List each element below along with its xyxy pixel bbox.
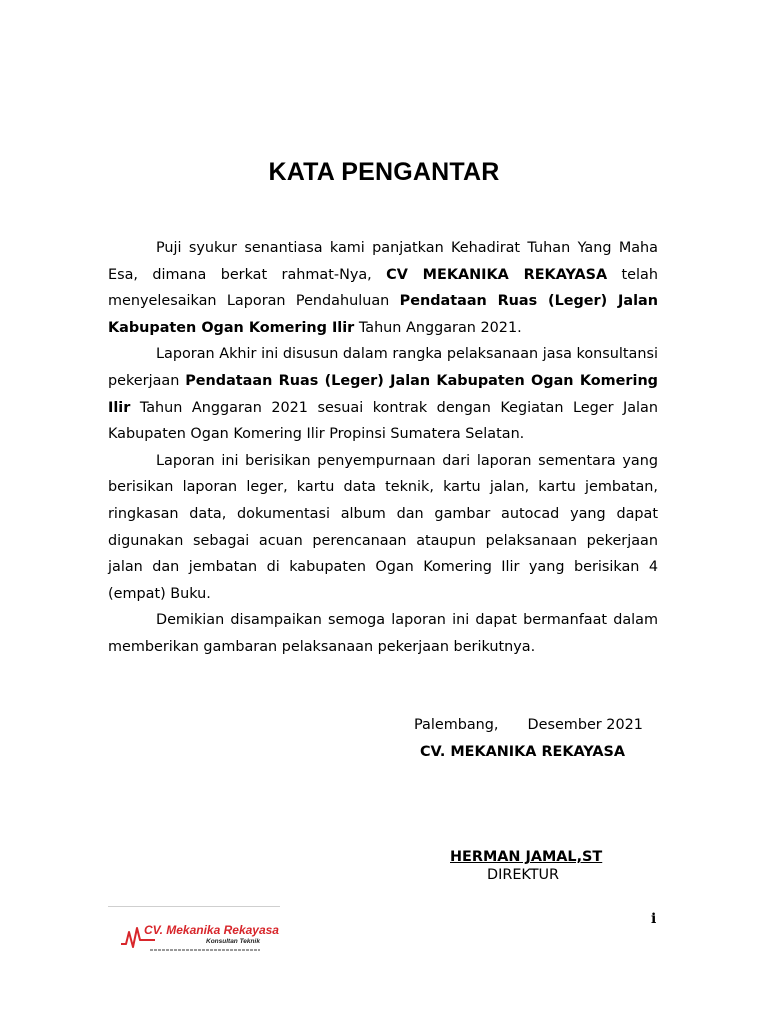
project-name-bold: Pendataan Ruas (Leger) Jalan Kabupaten Ogan Komering Ilir [108, 372, 658, 416]
company-name-bold: CV MEKANIKA REKAYASA [386, 266, 608, 283]
paragraph-1-text-e: Tahun Anggaran 2021. [354, 319, 522, 336]
place-date [414, 717, 643, 733]
signer-position: DIREKTUR [487, 867, 560, 883]
project-name-bold: Pendataan Ruas (Leger) Jalan Kabupaten Ogan Komering Ilir [108, 293, 658, 336]
paragraph-1 [108, 235, 658, 341]
logo-name: CV. Mekanika Rekayasa [144, 923, 279, 937]
logo-fine-print [150, 949, 260, 951]
logo-tagline: Konsultan Teknik [206, 938, 260, 945]
document-body [108, 235, 658, 661]
date: Desember 2021 [527, 717, 643, 733]
paragraph-3: Laporan ini berisikan penyempurnaan dari laporan sementara yang berisikan laporan leger, kartu data teknik, kartu jalan, kartu jembatan, ringkasan data, dokumentasi album dan gambar autocad yang dapat digunakan sebagai acuan perencanaan ataupun pelaksanaan pekerjaan jalan dan jembatan di kabupaten Ogan Komering Ilir yang berisikan 4 (empat) Buku. [108, 452, 658, 602]
paragraph-2 [108, 341, 658, 447]
paragraph-2-text-c: Tahun Anggaran 2021 sesuai kontrak dengan Kegiatan Leger Jalan Kabupaten Ogan Komering Ilir Propinsi Sumatera Selatan. [108, 399, 658, 443]
paragraph-4: Demikian disampaikan semoga laporan ini dapat bermanfaat dalam memberikan gambaran pelaksanaan pekerjaan berikutnya. [108, 612, 658, 655]
company-logo [120, 922, 279, 962]
place: Palembang, [414, 717, 499, 733]
page-title: KATA PENGANTAR [268, 158, 500, 186]
signer-name: HERMAN JAMAL,ST [450, 849, 603, 865]
paragraph-1-text-c: telah menyelesaikan Laporan Pendahuluan [108, 266, 658, 310]
paragraph-2-text-a: Laporan Akhir ini disusun dalam rangka pelaksanaan jasa konsultansi pekerjaan [108, 346, 658, 389]
page-number: i [651, 911, 657, 927]
paragraph-1-text-a: Puji syukur senantiasa kami panjatkan Kehadirat Tuhan Yang Maha Esa, dimana berkat rahmat-Nya, [108, 240, 658, 283]
company-signature: CV. MEKANIKA REKAYASA [420, 744, 625, 760]
footer-divider [108, 906, 280, 907]
